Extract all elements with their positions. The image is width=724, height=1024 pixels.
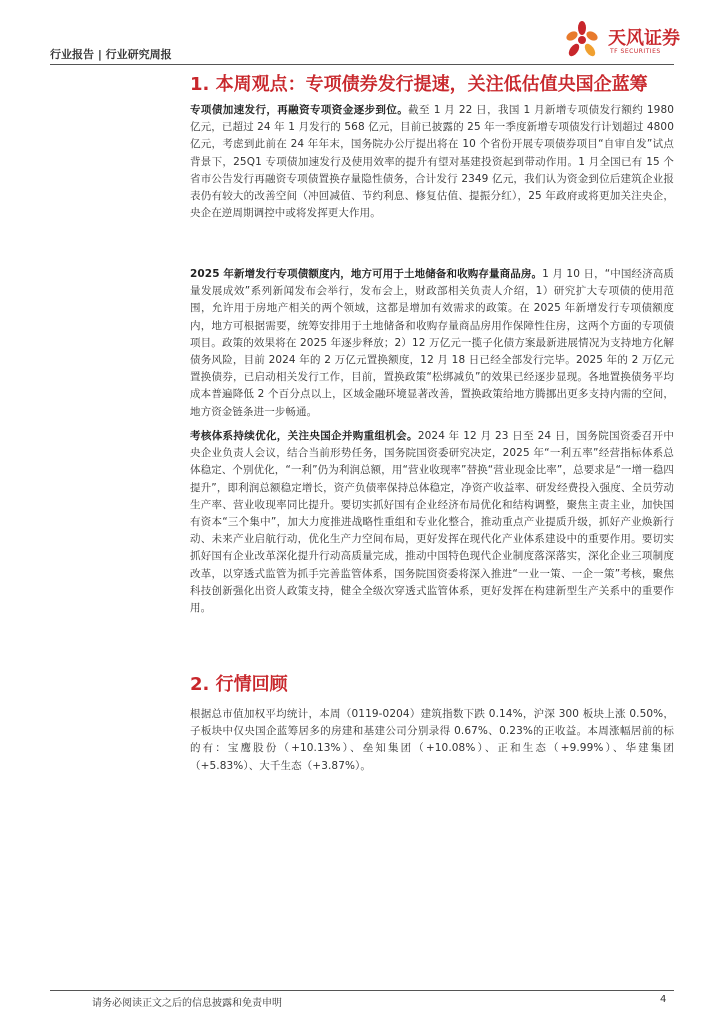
paragraph-body: 1 月 10 日，“中国经济高质量发展成效”系列新闻发布会举行，发布会上，财政部相关负责人介绍，1）研究扩大专项债的使用范围，允许用于房地产相关的两个领域，这都是增加有效需求的政策。在 2025 年新增发行专项债额度内，地方可根据需要，统筹安排用于土地储备和收购存量商品房用作保障性住房，这两个方面的专项债项目。政策的效果将在 2025 年逐步释放；2）12 万亿元一揽子化债方案最新进展情况为支持地方化解债务风险，目前 2024 年的 2 万亿元置换额度，12 月 18 日已经全部发行完毕。2025 年的 2 万亿元置换债券，已启动相关发行工作，目前，置换政策“松绑减负”的效果已经逐步显现。各地置换债务平均成本普遍降低 2 个百分点以上，区域金融环境显著改善，置换政策给地方腾挪出更多支持内需的空间，地方资金链条进一步畅通。: [190, 268, 674, 418]
section-2-title: 2. 行情回顾: [190, 674, 288, 695]
logo-flower-icon: [560, 18, 604, 62]
paragraph-land-reserve: [190, 266, 674, 421]
header-divider: [50, 64, 674, 65]
section-1-title: 1. 本周观点：专项债券发行提速，关注低估值央国企蓝筹: [190, 74, 648, 95]
footer-disclaimer: 请务必阅读正文之后的信息披露和免责申明: [92, 998, 282, 1009]
paragraph-assessment-system: [190, 428, 674, 617]
footer-divider: [50, 990, 674, 991]
logo-subtitle: TF SECURITIES: [610, 48, 661, 55]
company-logo: [560, 18, 690, 62]
paragraph-lead: 2025 年新增发行专项债额度内，地方可用于土地储备和收购存量商品房。: [190, 268, 543, 280]
paragraph-body: 2024 年 12 月 23 日至 24 日，国务院国资委召开中央企业负责人会议，结合当前形势任务，国务院国资委研究决定，2025 年“一利五率”经营指标体系总体稳定、个别优化，“一利”仍为利润总额，用“营业收现率”替换“营业现金比率”，总要求是“一增一稳四提升”，即利润总额稳定增长，资产负债率保持总体稳定，净资产收益率、研发经费投入强度、全员劳动生产率、营业收现率同比提升。要切实抓好国有企业经济布局优化和结构调整，聚焦主责主业，加快国有资本“三个集中”，加大力度推进战略性重组和专业化整合，推动重点产业提质升级，抓好产业焕新行动、未来产业启航行动，优化生产力空间布局，更好发挥在现代化产业体系建设中的重要作用。要切实抓好国有企业改革深化提升行动高质量完成，推动中国特色现代企业制度落深落实，深化企业三项制度改革，以穿透式监管为抓手完善监管体系，国务院国资委将深入推进“一业一策、一企一策”考核，聚焦科技创新强化出资人政策支持，健全全级次穿透式监管体系，更好发挥在构建新型生产关系中的重要作用。: [190, 430, 674, 615]
paragraph-lead: 考核体系持续优化，关注央国企并购重组机会。: [190, 430, 418, 442]
paragraph-special-bonds: [190, 102, 674, 222]
paragraph-market-review: 根据总市值加权平均统计，本周（0119-0204）建筑指数下跌 0.14%，沪深 300 板块上涨 0.50%，子板块中仅央国企蓝筹居多的房建和基建公司分别录得 0.67%、0.23%的正收益。本周涨幅居前的标的有：宝鹰股份（+10.13%）、垒知集团（+10.08%）、正和生态（+9.99%）、华建集团（+5.83%）、大千生态（+3.87%）。: [190, 708, 674, 772]
report-type-header: 行业报告 | 行业研究周报: [50, 48, 172, 61]
paragraph-lead: 专项债加速发行，再融资专项资金逐步到位。: [190, 104, 409, 116]
page-number: 4: [660, 994, 667, 1005]
paragraph-body: 截至 1 月 22 日，我国 1 月新增专项债发行额约 1980 亿元，已超过 24 年 1 月发行的 568 亿元，目前已披露的 25 年一季度新增专项债发行计划超过 4800 亿元，考虑到此前在 24 年年末，国务院办公厅提出将在 10 个省份开展专项债券项目“自审自发”试点背景下，25Q1 专项债加速发行及使用效率的提升有望对基建投资起到带动作用。1 月全国已有 15 个省市公告发行再融资专项债置换存量隐性债务，合计发行 2349 亿元，我们认为资金到位后建筑企业报表仍有较大的改善空间（冲回减值、节约利息、修复估值、提振分红），25 年政府或将更加关注央企，央企在逆周期调控中或将发挥更大作用。: [190, 104, 675, 220]
logo-name: 天风证券: [608, 28, 680, 49]
